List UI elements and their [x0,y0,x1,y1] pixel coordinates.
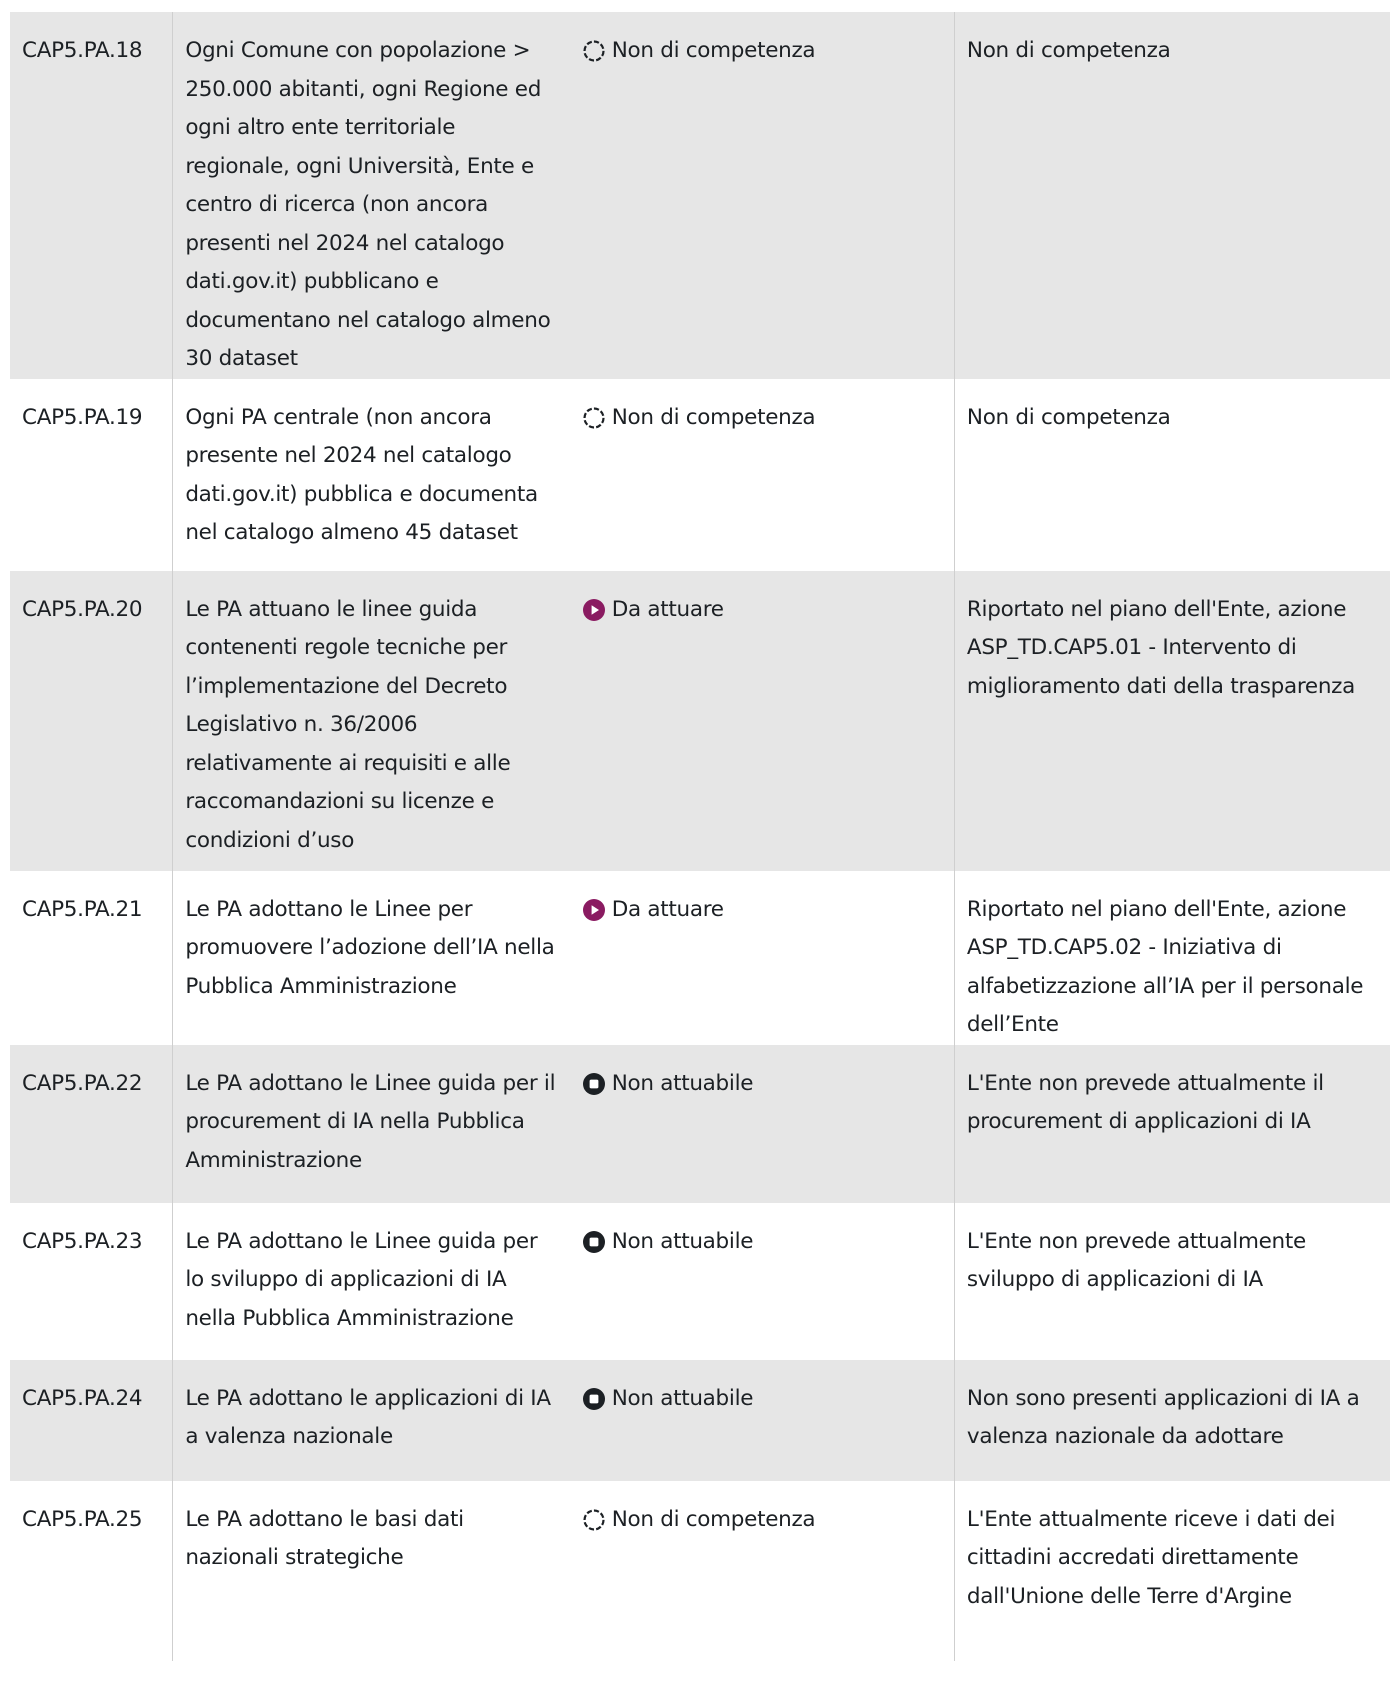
row-id: CAP5.PA.18 [10,12,173,379]
row-id: CAP5.PA.24 [10,1360,173,1481]
row-status [570,871,955,1045]
status-label: Non attuabile [611,1385,754,1411]
row-status [570,571,955,871]
stop-circle-icon [582,1072,606,1096]
row-status [570,1360,955,1481]
obiettivi-table [10,12,1390,1661]
row-status [570,12,955,379]
play-circle-icon [582,598,606,622]
status-label: Non di competenza [611,1506,816,1532]
row-note: L'Ente attualmente riceve i dati dei cittadini accredati direttamente dall'Unione delle Terre d'Argine [954,1481,1390,1661]
row-description: Le PA adottano le Linee guida per lo sviluppo di applicazioni di IA nella Pubblica Amministrazione [173,1203,570,1360]
row-status [570,379,955,571]
row-description: Le PA adottano le applicazioni di IA a valenza nazionale [173,1360,570,1481]
status-label: Non di competenza [611,404,816,430]
status-label: Da attuare [611,596,724,622]
status-label: Non di competenza [611,38,816,63]
row-id: CAP5.PA.25 [10,1481,173,1661]
stop-circle-icon [582,1230,606,1254]
row-status [570,1203,955,1360]
status-label: Non attuabile [611,1070,754,1096]
table-row [10,1203,1390,1360]
row-description: Ogni Comune con popolazione > 250.000 abitanti, ogni Regione ed ogni altro ente territoriale regionale, ogni Università, Ente e centro di ricerca (non ancora presenti nel 2024 nel catalogo dati.gov.it) pubblicano e documentano nel catalogo almeno 30 dataset [173,12,570,379]
status-label: Non attuabile [611,1228,754,1254]
row-id: CAP5.PA.20 [10,571,173,871]
row-id: CAP5.PA.22 [10,1045,173,1203]
row-description: Le PA adottano le Linee per promuovere l’adozione dell’IA nella Pubblica Amministrazione [173,871,570,1045]
row-note: Non di competenza [954,12,1390,379]
row-note: Riportato nel piano dell'Ente, azione ASP_TD.CAP5.01 - Intervento di miglioramento dati della trasparenza [954,571,1390,871]
table-row [10,1360,1390,1481]
play-circle-icon [582,898,606,922]
row-id: CAP5.PA.19 [10,379,173,571]
row-note: Riportato nel piano dell'Ente, azione ASP_TD.CAP5.02 - Iniziativa di alfabetizzazione all’IA per il personale dell’Ente [954,871,1390,1045]
row-description: Le PA adottano le Linee guida per il procurement di IA nella Pubblica Amministrazione [173,1045,570,1203]
row-note: Non sono presenti applicazioni di IA a valenza nazionale da adottare [954,1360,1390,1481]
dashed-circle-icon [582,1508,606,1532]
row-description: Le PA adottano le basi dati nazionali strategiche [173,1481,570,1661]
row-description: Ogni PA centrale (non ancora presente nel 2024 nel catalogo dati.gov.it) pubblica e documenta nel catalogo almeno 45 dataset [173,379,570,571]
row-id: CAP5.PA.21 [10,871,173,1045]
table-row [10,571,1390,871]
row-note: L'Ente non prevede attualmente sviluppo di applicazioni di IA [954,1203,1390,1360]
table-row [10,871,1390,1045]
dashed-circle-icon [582,406,606,430]
row-status [570,1045,955,1203]
row-id: CAP5.PA.23 [10,1203,173,1360]
table-row [10,12,1390,379]
table-row [10,379,1390,571]
table-row [10,1481,1390,1661]
dashed-circle-icon [582,39,606,63]
row-note: Non di competenza [954,379,1390,571]
table-row [10,1045,1390,1203]
stop-circle-icon [582,1387,606,1411]
status-label: Da attuare [611,896,724,922]
row-description: Le PA attuano le linee guida contenenti regole tecniche per l’implementazione del Decreto Legislativo n. 36/2006 relativamente ai requisiti e alle raccomandazioni su licenze e condizioni d’uso [173,571,570,871]
row-note: L'Ente non prevede attualmente il procurement di applicazioni di IA [954,1045,1390,1203]
row-status [570,1481,955,1661]
